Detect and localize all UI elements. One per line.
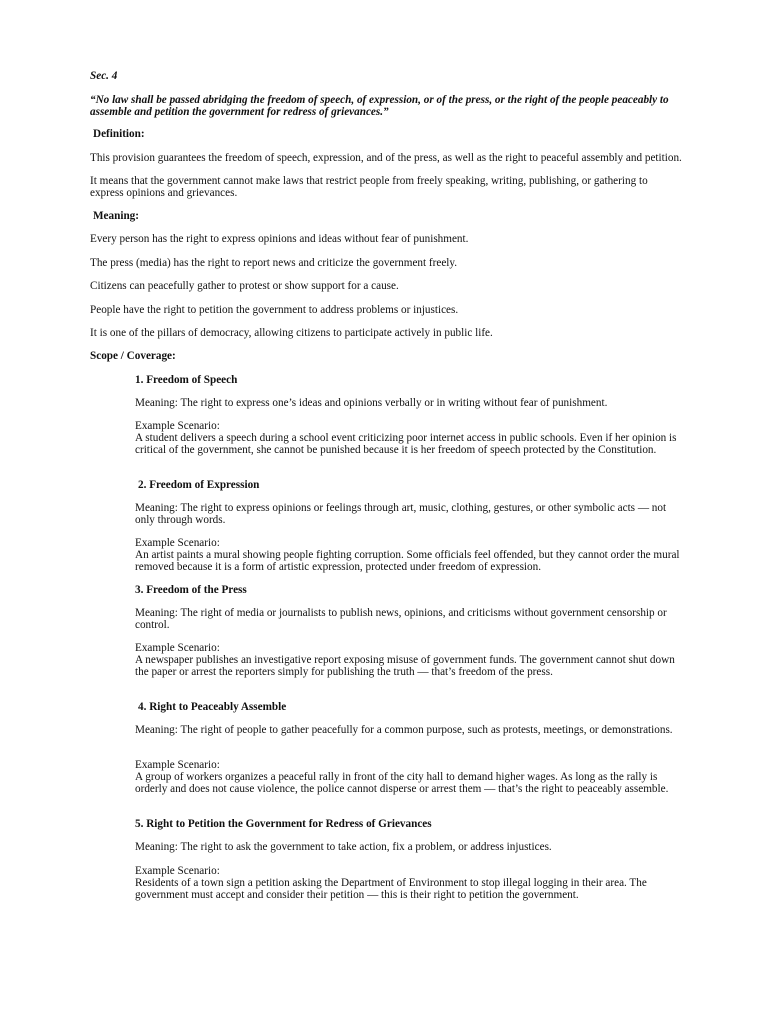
definition-paragraph-2: It means that the government cannot make laws that restrict people from freely speaking, writing, publishing, or gathering to express opinions and grievances. — [90, 175, 648, 199]
section-number: Sec. 4 — [90, 70, 118, 82]
scope-section-title: 5. Right to Petition the Government for Redress of Grievances — [135, 818, 432, 830]
scope-heading: Scope / Coverage: — [90, 350, 176, 362]
meaning-item: People have the right to petition the government to address problems or injustices. — [90, 304, 459, 316]
scope-section-meaning: Meaning: The right to express opinions or feelings through art, music, clothing, gestures, or other symbolic acts — not only through words. — [135, 502, 667, 526]
meaning-heading: Meaning: — [93, 210, 139, 222]
example-scenario-label: Example Scenario: — [135, 537, 220, 549]
meaning-item: Every person has the right to express opinions and ideas without fear of punishment. — [90, 233, 469, 245]
example-scenario-text: A student delivers a speech during a school event criticizing poor internet access in public schools. Even if her opinion is critical of the government, she cannot be punished because it is her freedom of speech protected by the Constitution. — [135, 432, 677, 456]
scope-section-meaning: Meaning: The right of media or journalists to publish news, opinions, and criticisms without government censorship or control. — [135, 607, 667, 631]
example-scenario-label: Example Scenario: — [135, 759, 220, 771]
example-scenario-text: A group of workers organizes a peaceful rally in front of the city hall to demand higher wages. As long as the rally is orderly and does not cause violence, the police cannot disperse or arrest them — that’s the right to peaceably assemble. — [135, 771, 669, 795]
scope-section-title: 3. Freedom of the Press — [135, 584, 247, 596]
example-scenario-text: An artist paints a mural showing people fighting corruption. Some officials feel offended, but they cannot order the mural removed because it is a form of artistic expression, protected under freedom of expression. — [135, 549, 680, 573]
constitutional-quote: “No law shall be passed abridging the freedom of speech, of expression, or of the press, or the right of the people peaceably to assemble and petition the government for redress of grievances.” — [90, 94, 669, 118]
scope-section-meaning: Meaning: The right to express one’s ideas and opinions verbally or in writing without fear of punishment. — [135, 397, 608, 409]
example-scenario-label: Example Scenario: — [135, 865, 220, 877]
meaning-item: Citizens can peacefully gather to protest or show support for a cause. — [90, 280, 399, 292]
meaning-item: The press (media) has the right to report news and criticize the government freely. — [90, 257, 458, 269]
scope-section-meaning: Meaning: The right to ask the government to take action, fix a problem, or address injustices. — [135, 841, 552, 853]
example-scenario-text: A newspaper publishes an investigative report exposing misuse of government funds. The government cannot shut down the paper or arrest the reporters simply for publishing the truth — that’s freedom of the press. — [135, 654, 675, 678]
scope-section-meaning: Meaning: The right of people to gather peacefully for a common purpose, such as protests, meetings, or demonstrations. — [135, 724, 673, 736]
scope-section-title: 4. Right to Peaceably Assemble — [138, 701, 287, 713]
scope-section-title: 1. Freedom of Speech — [135, 374, 238, 386]
example-scenario-text: Residents of a town sign a petition asking the Department of Environment to stop illegal logging in their area. The government must accept and consider their petition — this is their right to petition the government. — [135, 877, 647, 901]
example-scenario-label: Example Scenario: — [135, 420, 220, 432]
meaning-item: It is one of the pillars of democracy, allowing citizens to participate actively in public life. — [90, 327, 493, 339]
definition-heading: Definition: — [93, 128, 145, 140]
definition-paragraph-1: This provision guarantees the freedom of speech, expression, and of the press, as well as the right to peaceful assembly and petition. — [90, 152, 682, 164]
example-scenario-label: Example Scenario: — [135, 642, 220, 654]
scope-section-title: 2. Freedom of Expression — [138, 479, 260, 491]
